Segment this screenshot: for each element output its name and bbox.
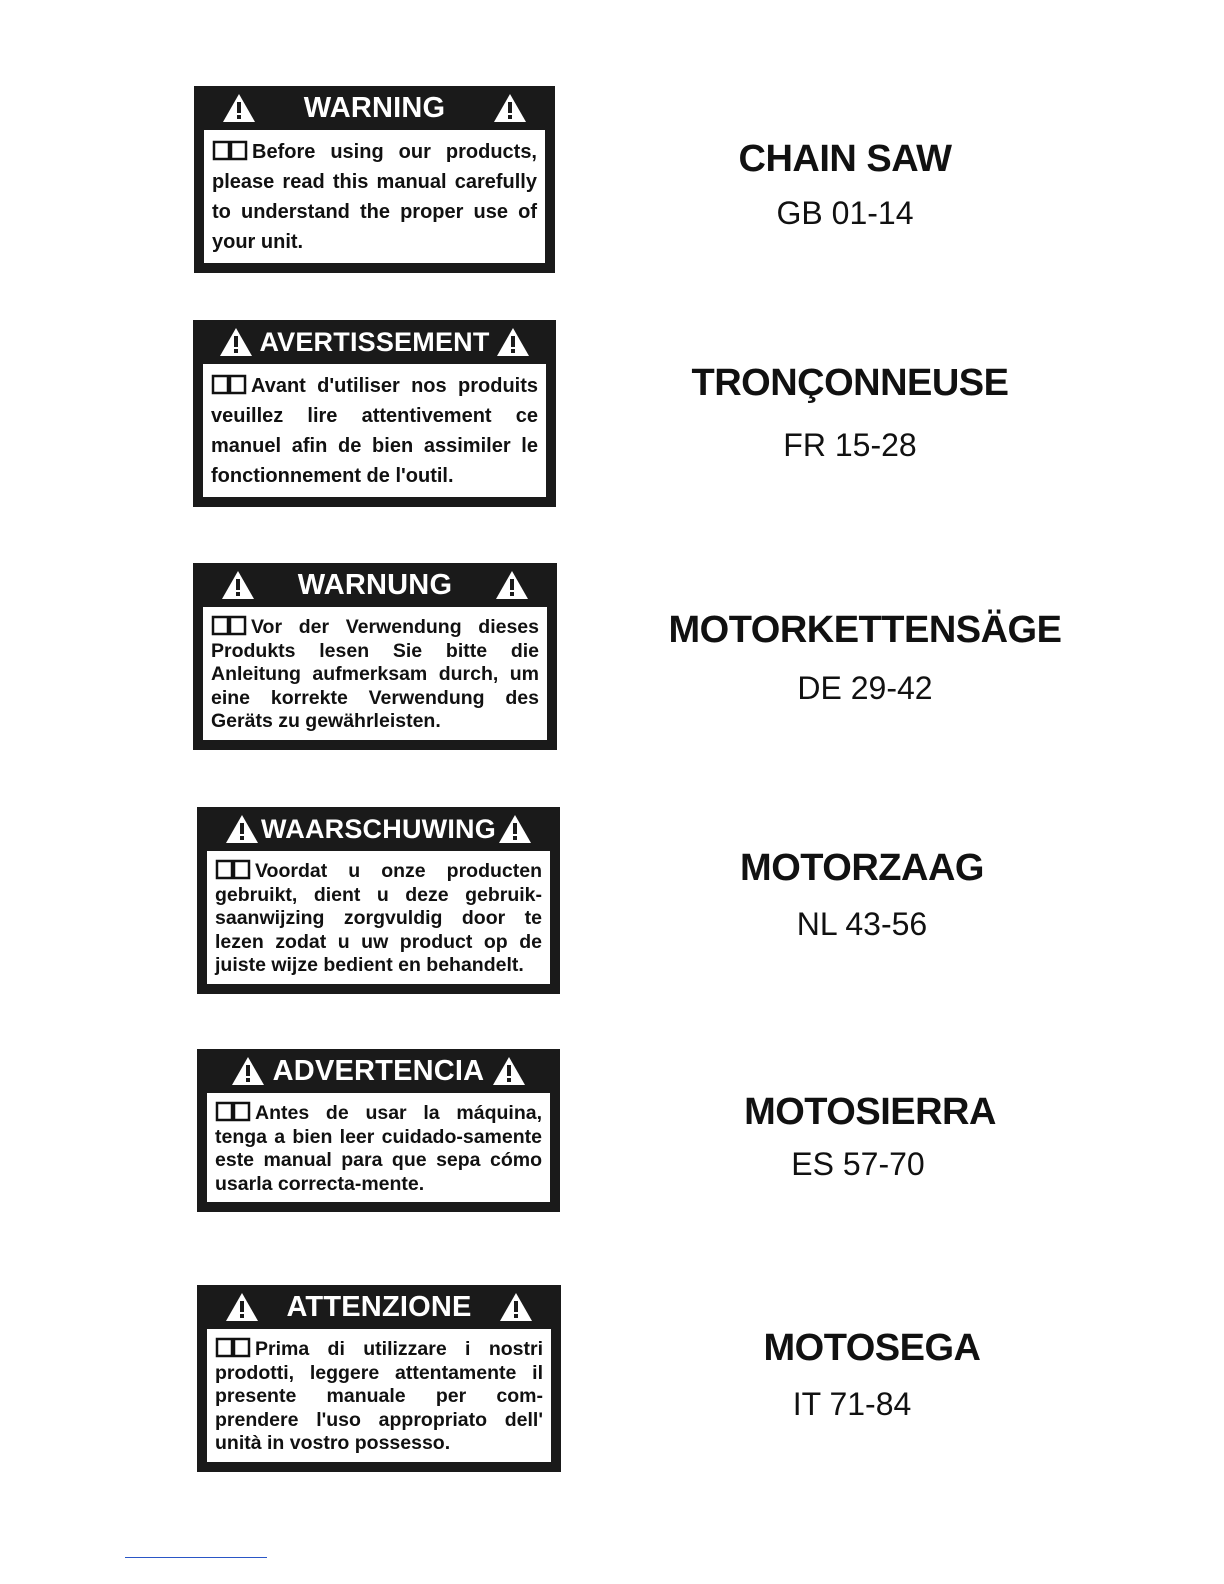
warning-triangle-icon: [492, 1056, 526, 1086]
page-range: ES 57-70: [791, 1146, 925, 1182]
section-it: [0, 1285, 1224, 1475]
section-nl: [0, 807, 1224, 997]
open-book-icon: [215, 1100, 251, 1122]
product-title-block: [662, 1327, 1082, 1423]
page-range: IT 71-84: [792, 1386, 912, 1422]
warning-triangle-icon: [221, 570, 255, 600]
warning-label: [193, 320, 556, 507]
product-title-block: [652, 847, 1072, 943]
warning-label-text: [207, 1093, 550, 1202]
warning-label-title: WARNUNG: [297, 568, 453, 601]
warning-label: [194, 86, 555, 273]
section-es: [0, 1049, 1224, 1239]
warning-label-title: WARNING: [303, 91, 446, 124]
warning-triangle-icon: [495, 570, 529, 600]
warning-label: [197, 1049, 560, 1212]
product-name: MOTOSEGA: [763, 1327, 981, 1369]
warning-label-title: AVERTISSEMENT: [259, 326, 490, 357]
warning-label-body: Voordat u onze producten gebruikt, dient u deze gebruik-saanwijzing zorgvuldig door te lezen zodat u uw product op de juiste wijze bedient en behandelt.: [215, 860, 542, 976]
warning-triangle-icon: [225, 1292, 259, 1322]
warning-triangle-icon: [222, 93, 256, 123]
warning-label: [193, 563, 557, 750]
warning-label-title: ADVERTENCIA: [272, 1054, 485, 1087]
warning-label-text: [204, 130, 545, 263]
open-book-icon: [215, 1336, 251, 1358]
warning-label-header: [207, 1049, 550, 1093]
warning-triangle-icon: [498, 814, 532, 844]
warning-label-header: [203, 563, 547, 607]
product-name: MOTORZAAG: [740, 847, 984, 889]
product-name: TRONÇONNEUSE: [691, 362, 1009, 404]
warning-label-header: [207, 1285, 551, 1329]
product-name: MOTORKETTENSÄGE: [668, 609, 1062, 651]
product-title-block: [640, 362, 1060, 464]
warning-triangle-icon: [225, 814, 259, 844]
warning-triangle-icon: [219, 327, 253, 357]
warning-label-text: [207, 851, 550, 984]
warning-triangle-icon: [499, 1292, 533, 1322]
warning-label-body: Before using our products, please read this manual carefully to understand the proper use of your unit.: [212, 141, 537, 253]
open-book-icon: [211, 614, 247, 636]
section-fr: [0, 320, 1224, 510]
open-book-icon: [215, 858, 251, 880]
warning-label-body: Avant d'utiliser nos produits veuillez lire attentivement ce manuel afin de bien assimiler le fonctionnement de l'outil.: [211, 375, 538, 487]
open-book-icon: [212, 139, 248, 161]
warning-label: [197, 807, 560, 994]
open-book-icon: [211, 373, 247, 395]
product-title-block: [635, 138, 1055, 232]
warning-label-header: [203, 320, 546, 364]
product-title-block: [660, 1091, 1080, 1183]
warning-label-body: Vor der Verwendung dieses Produkts lesen Sie bitte die Anleitung aufmerksam durch, um eine korrekte Verwendung des Geräts zu gewährleisten.: [211, 616, 539, 732]
page-range: GB 01-14: [776, 195, 914, 231]
warning-label-text: [203, 364, 546, 497]
warning-label-header: [207, 807, 550, 851]
warning-label-header: [204, 86, 545, 130]
product-name: MOTOSIERRA: [744, 1091, 996, 1133]
footer-rule: [125, 1557, 267, 1558]
section-de: [0, 563, 1224, 753]
product-title-block: [655, 609, 1075, 707]
warning-label-title: WAARSCHUWING: [261, 813, 496, 844]
warning-label-body: Antes de usar la máquina, tenga a bien leer cuidado-samente este manual para que sepa cómo usarla correcta-mente.: [215, 1102, 542, 1195]
page-range: FR 15-28: [783, 427, 917, 463]
warning-triangle-icon: [231, 1056, 265, 1086]
warning-label-title: ATTENZIONE: [286, 1290, 472, 1323]
page-range: NL 43-56: [796, 906, 928, 942]
warning-label-text: [203, 607, 547, 740]
section-gb: [0, 86, 1224, 276]
product-name: CHAIN SAW: [738, 138, 952, 180]
warning-label-body: Prima di utilizzare i nostri prodotti, leggere attentamente il presente manuale per com-prendere l'uso appropriato dell' unità in vostro possesso.: [215, 1338, 543, 1454]
page-range: DE 29-42: [797, 670, 933, 706]
warning-triangle-icon: [496, 327, 530, 357]
warning-triangle-icon: [493, 93, 527, 123]
warning-label: [197, 1285, 561, 1472]
warning-label-text: [207, 1329, 551, 1462]
